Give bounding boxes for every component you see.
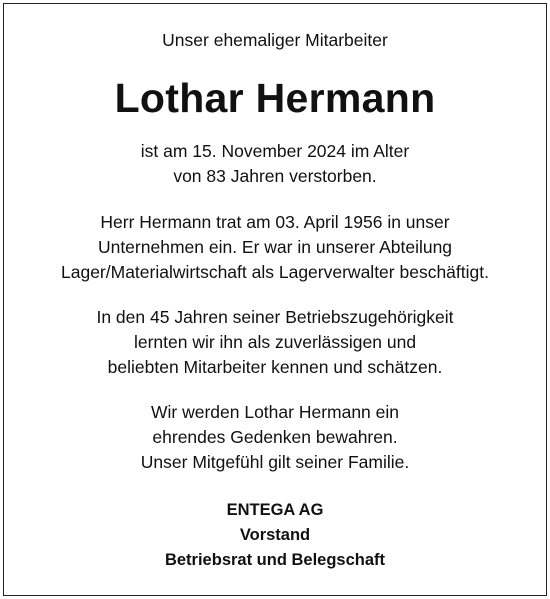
career-line: Lager/Materialwirtschaft als Lagerverwalter beschäftigt.: [61, 262, 489, 282]
appreciation-line: beliebten Mitarbeiter kennen und schätzen.: [107, 357, 443, 377]
deceased-name: Lothar Hermann: [114, 75, 436, 121]
signature-staff: Betriebsrat und Belegschaft: [164, 551, 386, 569]
intro-section: [0, 28, 550, 53]
signature-board: Vorstand: [239, 526, 311, 544]
appreciation-line: In den 45 Jahren seiner Betriebszugehörigkeit: [96, 307, 454, 327]
remembrance-line: Unser Mitgefühl gilt seiner Familie.: [140, 452, 410, 472]
remembrance-paragraph: [0, 400, 550, 475]
signature-company: ENTEGA AG: [226, 501, 324, 519]
remembrance-line: ehrendes Gedenken bewahren.: [152, 427, 398, 447]
career-line: Herr Hermann trat am 03. April 1956 in unser: [100, 212, 450, 232]
intro-text: Unser ehemaliger Mitarbeiter: [162, 30, 388, 50]
death-line: ist am 15. November 2024 im Alter: [140, 141, 410, 161]
appreciation-paragraph: [0, 305, 550, 380]
appreciation-line: lernten wir ihn als zuverlässigen und: [133, 332, 417, 352]
signature-block: [0, 498, 550, 573]
death-line: von 83 Jahren verstorben.: [173, 166, 377, 186]
career-paragraph: [0, 210, 550, 285]
career-line: Unternehmen ein. Er war in unserer Abteilung: [97, 237, 453, 257]
remembrance-line: Wir werden Lothar Hermann ein: [150, 402, 400, 422]
death-paragraph: [0, 139, 550, 189]
